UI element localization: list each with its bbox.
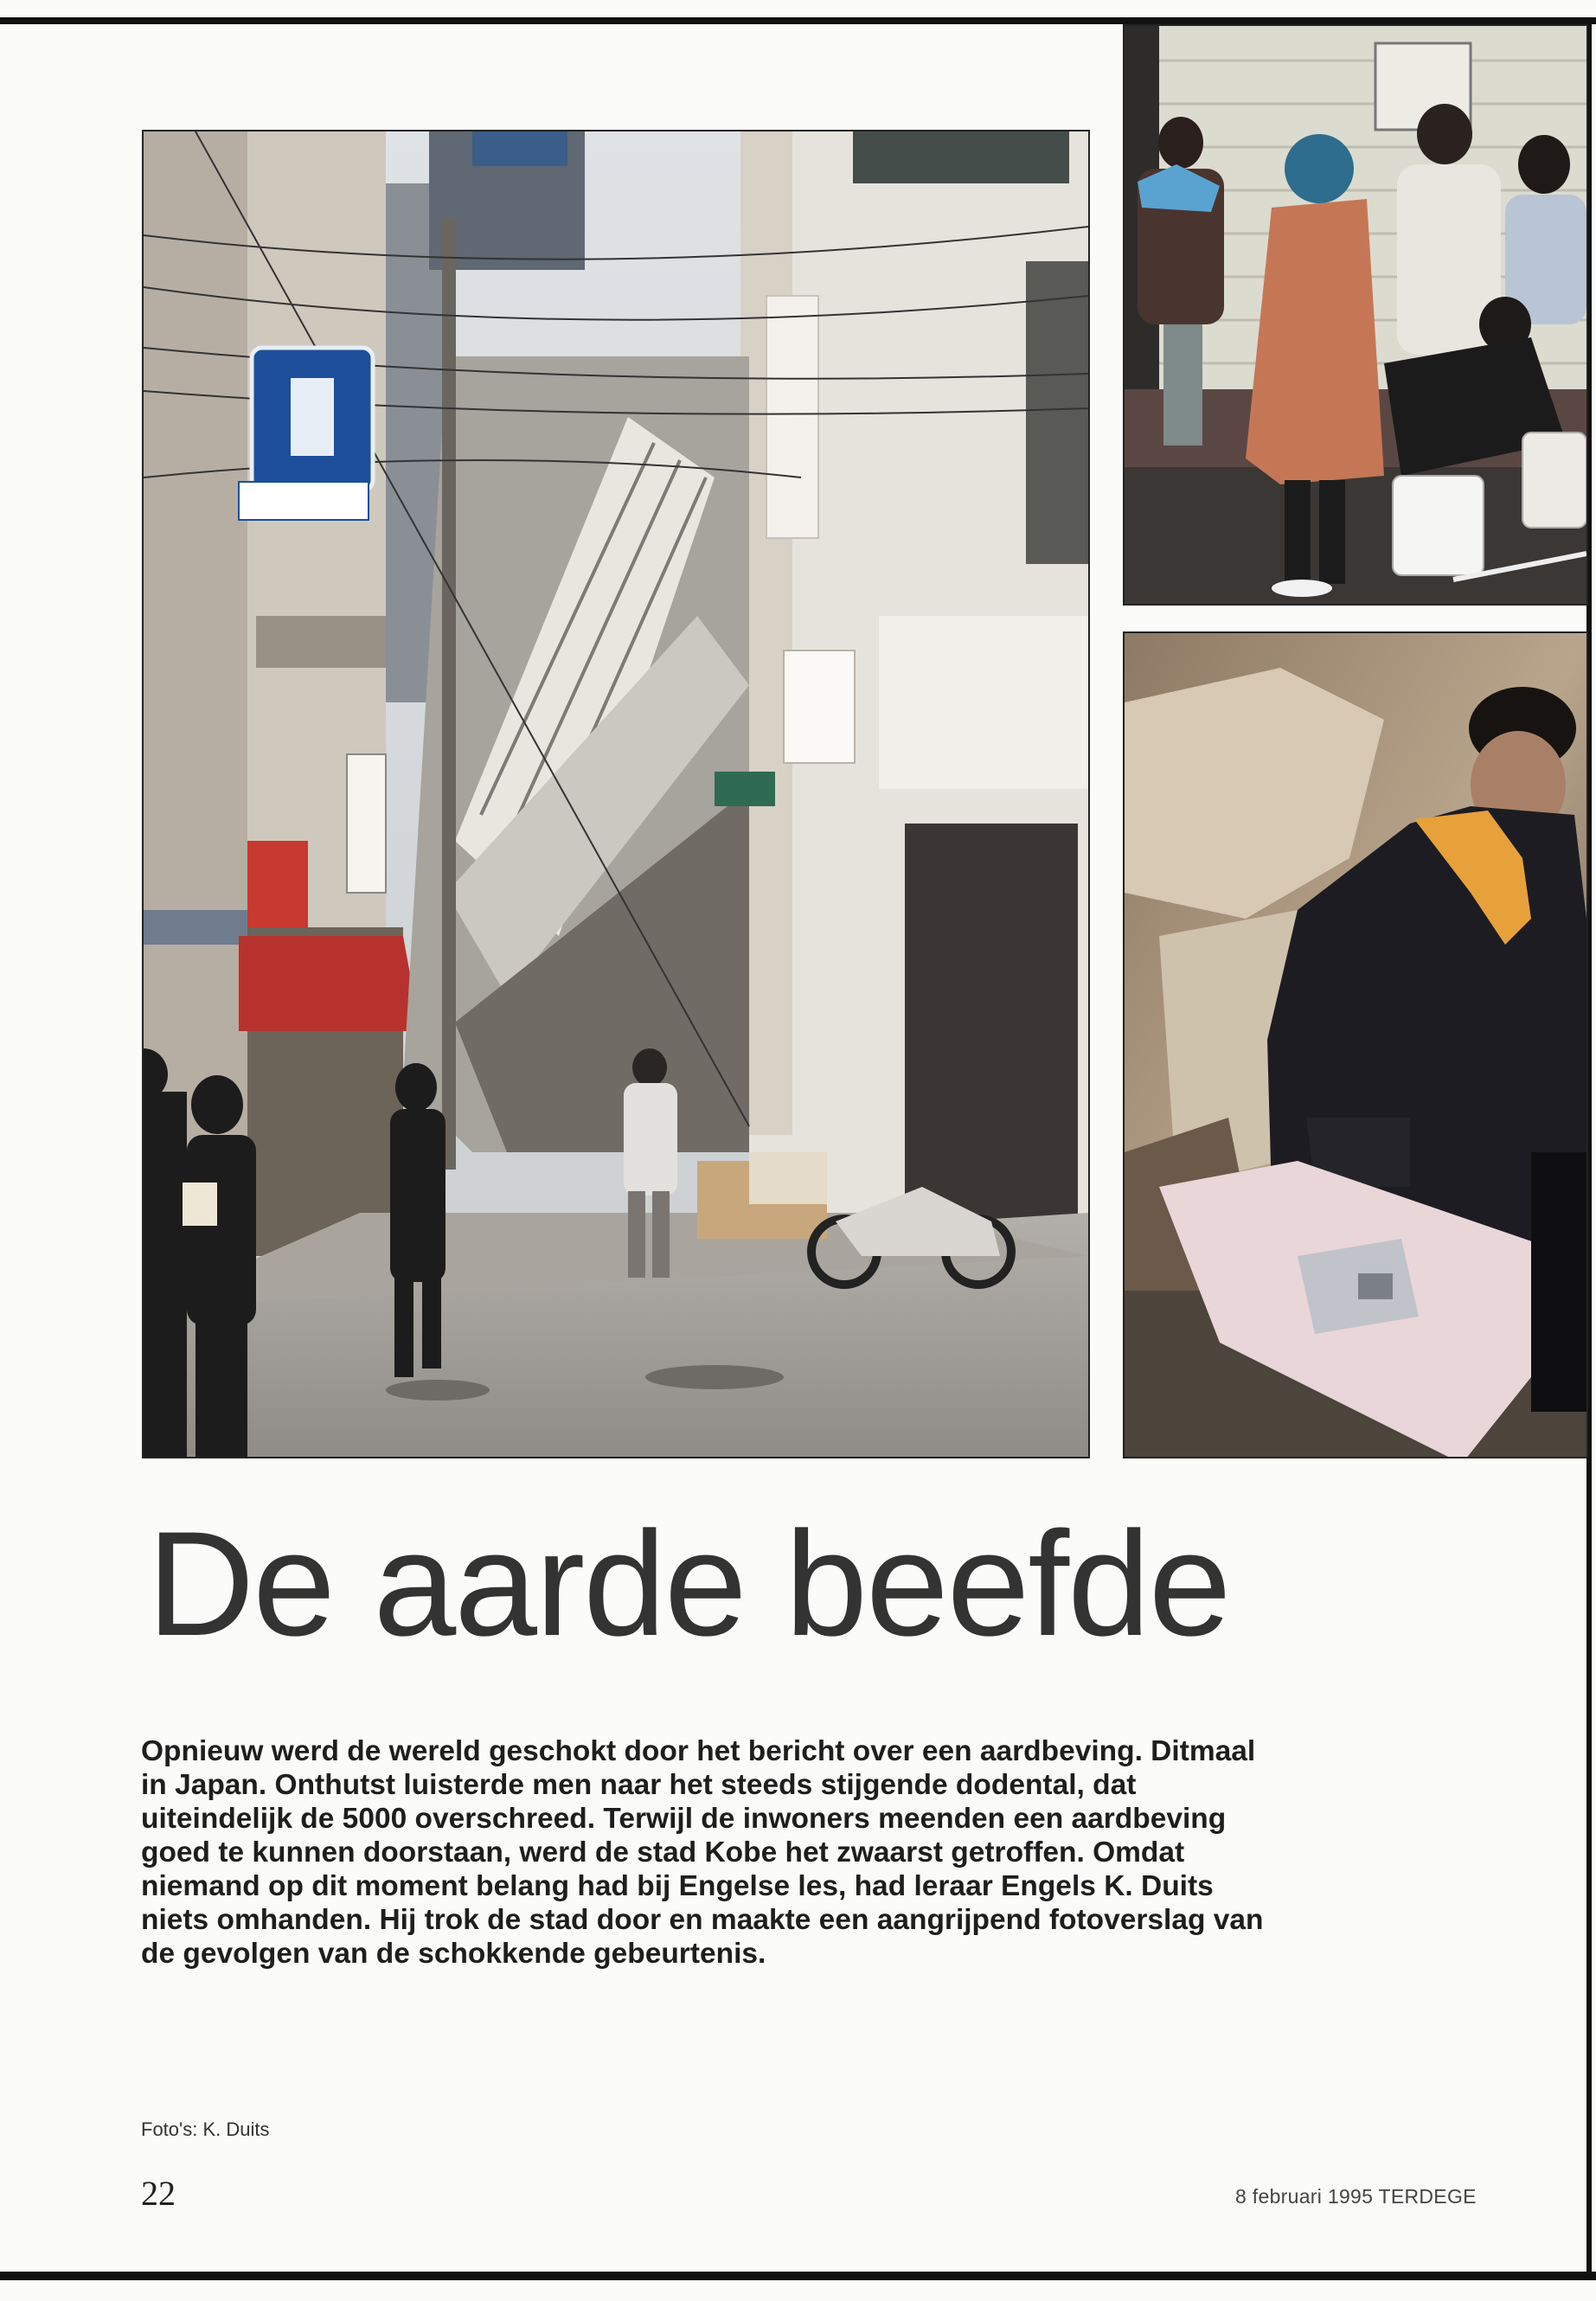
photo-collapsed-street-image <box>144 131 1088 1457</box>
photo-elderly-woman-image <box>1125 633 1586 1457</box>
photo-water-queue <box>1123 24 1588 606</box>
top-rule <box>0 17 1596 24</box>
page-number: 22 <box>141 2174 176 2213</box>
bottom-rule <box>0 2272 1596 2280</box>
article-intro: Opnieuw werd de wereld geschokt door het bericht over een aardbeving. Ditmaal in Japan. Onthutst luisterde men naar het steeds stijgende dodental, dat uiteindelijk de 5000 overschreed. Terwijl de inwoners meenden een aardbeving goed te kunnen doorstaan, werd de stad Kobe het zwaarst getroffen. Omdat niemand op dit moment belang had bij Engelse les, had leraar Engels K. Duits niets omhanden. Hij trok de stad door en maakte een aangrijpend fotoverslag van de gevolgen van de schokkende gebeurtenis. <box>141 1735 1264 1970</box>
photo-elderly-woman <box>1123 631 1588 1458</box>
issue-date: 8 februari 1995 TERDEGE <box>1235 2185 1477 2208</box>
photo-water-queue-image <box>1125 26 1586 604</box>
photo-collapsed-street <box>142 130 1090 1458</box>
photo-credit: Foto's: K. Duits <box>141 2118 270 2140</box>
article-headline: De aarde beefde <box>147 1501 1230 1667</box>
